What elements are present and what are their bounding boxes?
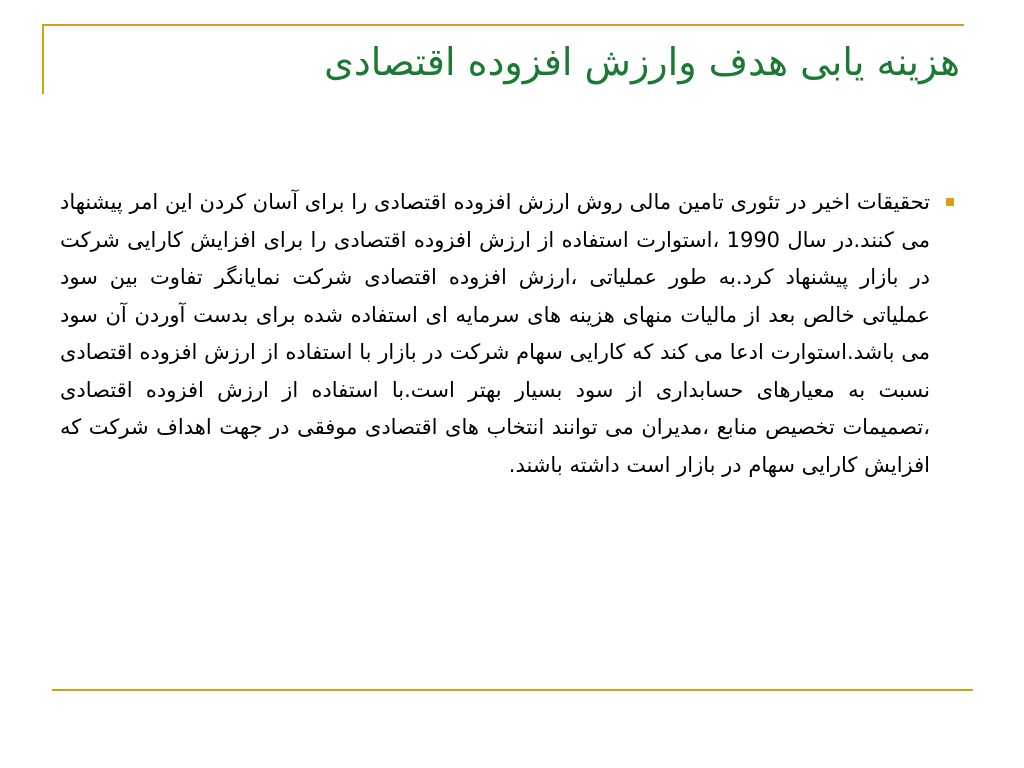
slide-title: هزینه یابی هدف وارزش افزوده اقتصادی <box>324 40 960 84</box>
bullet-item <box>60 184 960 484</box>
top-divider <box>42 24 964 26</box>
body-paragraph: تحقیقات اخیر در تئوری تامین مالی روش ارزش افزوده اقتصادی را برای آسان کردن این امر پیشنهاد می کنند.در سال 1990 ،استوارت استفاده از ارزش افزوده اقتصادی را برای افزایش کارایی شرکت در بازار پیشنهاد کرد.به طور عملیاتی ،ارزش افزوده اقتصادی شرکت نمایانگر تفاوت بین سود عملیاتی خالص بعد از مالیات منهای هزینه های سرمایه ای استفاده شده برای بدست آوردن آن سود می باشد.استوارت ادعا می کند که کارایی سهام شرکت در بازار با استفاده از ارزش افزوده اقتصادی نسبت به معیارهای حسابداری از سود بسیار بهتر است.با استفاده از ارزش افزوده اقتصادی ،تصمیمات تخصیص منابع ،مدیران می توانند انتخاب های اقتصادی موفقی در جهت اهداف شرکت که افزایش کارایی سهام در بازار است داشته باشند. <box>60 190 930 477</box>
bottom-divider <box>52 689 973 691</box>
square-bullet-icon <box>946 198 954 206</box>
left-divider <box>42 24 44 94</box>
